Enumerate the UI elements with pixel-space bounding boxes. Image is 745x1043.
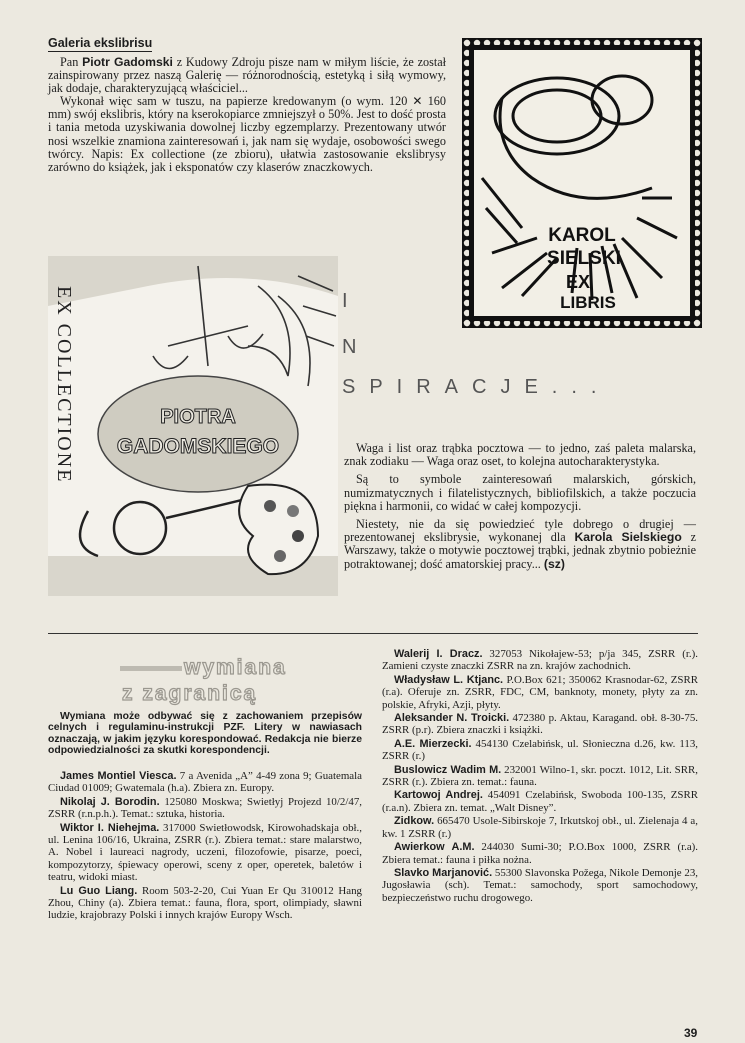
- exlibris-sielski-stamp: [462, 38, 702, 328]
- list-item: Nikolaj J. Borodin. 125080 Moskwa; Swietłyj Projezd 10/2/47, ZSRR (r.n.p.h.). Temat.: sztuka, historia.: [48, 795, 362, 821]
- right-text-block: [344, 442, 696, 571]
- right-paragraph-3: Niestety, nie da się powiedzieć tyle dobrego o drugiej — prezentowanej ekslibrysie, wykonanej dla Karola Sielskiego z Warszawy, także o motywie pocztowej trąbki, jednak zbytnio pobieżnie potraktowanej; dość amatorskiej pracy... (sz): [344, 517, 696, 571]
- palette-icon: [239, 485, 318, 575]
- svg-text:GADOMSKIEGO: GADOMSKIEGO: [116, 435, 280, 458]
- section-divider: [48, 633, 698, 634]
- svg-text:z zagranicą: z zagranicą: [122, 682, 258, 705]
- wymiana-header: [120, 652, 325, 707]
- ex-collectione-vertical: EX COLLECTIONE: [53, 286, 75, 484]
- svg-text:wymiana: wymiana: [184, 656, 287, 679]
- right-paragraph-1: Waga i list oraz trąbka pocztowa — to jedno, zaś paleta malarska, znak zodiaku — Waga oraz oset, to kolejna autocharakterystyka.: [344, 441, 696, 469]
- gadomski-name-oval: [98, 376, 298, 492]
- svg-text:LIBRIS: LIBRIS: [560, 293, 616, 312]
- page-number: 39: [684, 1026, 698, 1040]
- list-item: Władysław L. Ktjanc. P.O.Box 621; 350062 Krasnodar-62, ZSRR (r.a). Oferuje zn. ZSRR, FDC, CM, banknoty, monety, płyty za zn. polskie, Afryki, Azji, płyty.: [382, 673, 698, 711]
- svg-text:KAROL: KAROL: [548, 225, 616, 246]
- svg-text:PIOTRA: PIOTRA: [160, 406, 236, 428]
- exlibris-gadomski: [48, 256, 338, 596]
- intro-paragraph-1: Pan Piotr Gadomski z Kudowy Zdroju pisze nam w miłym liście, że został zainspirowany przez naszą Galerię — różnorodnością, estetyką i siłą wymowy, jak dodaje, charakteryzującą właściciel...: [48, 55, 447, 96]
- list-item: A.E. Mierzecki. 454130 Czelabińsk, ul. Słonieczna d.26, kw. 113, ZSRR (r.): [382, 737, 698, 763]
- list-item: James Montiel Viesca. 7 a Avenida „A” 4-49 zona 9; Guatemala Ciudad 01009; Gwatemala (h.a). Zbiera zn. Europy.: [48, 770, 362, 795]
- right-paragraph-2: Są to symbole zainteresowań malarskich, górskich, numizmatycznych i filatelistycznych, bibliofilskich, a także poczucia piękna i harmonii, co widać w całej kompozycji.: [344, 472, 696, 513]
- list-item: Zidkow. 665470 Usole-Sibirskoje 7, Irkutskoj obł., ul. Zielenaja 4 a, kw. 1 ZSRR (r.): [382, 815, 698, 840]
- inspiracje-letter-n: N: [342, 336, 357, 358]
- sielski-name: Karola Sielskiego: [574, 530, 682, 545]
- list-item: Wiktor I. Niehejma. 317000 Swietłowodsk, Kirowohadskaja obł., ul. Lenina 106/16, Ukraina, ZSRR (r.). Zbiera temat.: stare malarstwo, A. Nobel i laureaci nagrody, uczeni, filozofowie, pisarze, poeci, kompozytorzy, śpiewacy operowi, sceny z oper, operetek, baletów i teatru, widoki miast.: [48, 821, 362, 884]
- list-item: Walerij I. Dracz. 327053 Nikołajew-53; p/ja 345, ZSRR (r.). Zamieni czyste znaczki ZSRR na zn. krajów zachodnich.: [382, 648, 698, 673]
- svg-text:SIELSKI: SIELSKI: [547, 248, 621, 269]
- intro-paragraph-2: Wykonał więc sam w tuszu, na papierze kredowanym (o wym. 120 ✕ 160 mm) swój ekslibris, który na kserokopiarce zmniejszył o 50%. Jest to dość prosta i tania metoda uzyskiwania dowolnej liczby egzemplarzy. Prezentowany utwór nosi wszelkie znamiona zainteresowań i, jak nam się wydaje, osobowości swego twórcy. Napis: Ex collectione (ze zbioru), ułatwia zastosowanie ekslibrysy zarówno do książek, jak i eksponatów czy klaserów znaczkowych.: [48, 94, 446, 174]
- author-name: Piotr Gadomski: [82, 55, 173, 69]
- wymiana-lead: Wymiana może odbywać się z zachowaniem przepisów celnych i regulaminu-instrukcji PZF. Litery w nawiasach oznaczają, w jakim języku korespondować. Redakcja nie bierze odpowiedzialności za skutki korespondencji.: [48, 711, 362, 757]
- list-item: Lu Guo Liang. Room 503-2-20, Cui Yuan Er Qu 310012 Hang Zhou, Chiny (a). Zbiera temat.: fauna, flora, sport, olimpiady, sławni ludzie, krajobrazy Polski i innych krajów Europy Wsch.: [48, 884, 362, 922]
- entries-left-column: [48, 770, 362, 923]
- entries-right-column: [382, 648, 698, 905]
- section-title: Galeria ekslibrisu: [48, 36, 153, 50]
- svg-text:EX: EX: [565, 272, 591, 292]
- list-item: Slavko Marjanović. 55300 Slavonska Požega, Nikole Demonje 23, Jugosławia (sch). Temat.: samochody, sport samochodowy, bezpieczeństwo ruchu drogowego.: [382, 866, 699, 904]
- inspiracje-letter-i: I: [342, 290, 350, 312]
- inspiracje-heading: SPIRACJE...: [342, 376, 611, 398]
- list-item: Kartowoj Andrej. 454091 Czelabińsk, Swoboda 100-135, ZSRR (r.a.n). Zbiera zn. temat. „Walt Disney”.: [382, 789, 698, 814]
- list-item: Aleksander N. Troicki. 472380 p. Aktau, Karagand. obł. 8-30-75. ZSRR (p.r). Zbiera znaczki i książki.: [382, 712, 698, 737]
- list-item: Buslowicz Wadim M. 232001 Wilno-1, skr. poczt. 1012, Lit. SRR, ZSRR (r.). Zbiera zn. temat.: fauna.: [382, 763, 698, 789]
- signature: (sz): [543, 556, 565, 571]
- intro-text: [48, 56, 446, 174]
- list-item: Awierkow A.M. 244030 Sumi-30; P.O.Box 1000, ZSRR (r.a). Zbiera temat.: fauna i piłka nożna.: [382, 841, 698, 866]
